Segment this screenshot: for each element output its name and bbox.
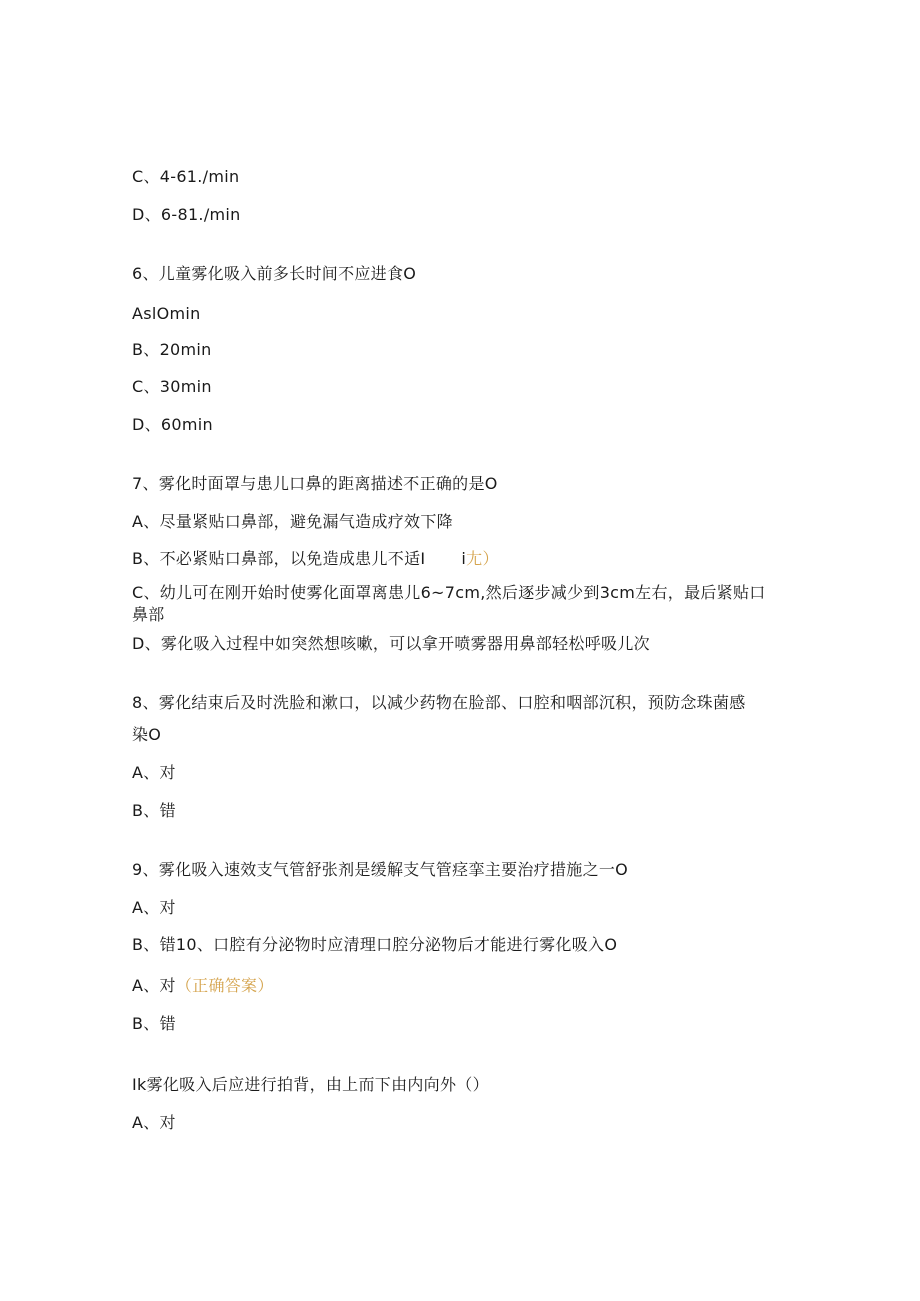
- q7-option-a: A、尽量紧贴口鼻部，避免漏气造成疗效下降: [132, 512, 453, 531]
- q11-question: Ik雾化吸入后应进行拍背，由上而下由内向外（）: [132, 1075, 489, 1094]
- q7-option-d: D、雾化吸入过程中如突然想咳嗽，可以拿开喷雾器用鼻部轻松呼吸儿次: [132, 634, 650, 653]
- q8-option-a: A、对: [132, 763, 176, 782]
- q8-question-line2: 染O: [132, 725, 162, 744]
- q9-option-b-q10-question: B、错10、口腔有分泌物时应清理口腔分泌物后才能进行雾化吸入O: [132, 935, 618, 954]
- q8-option-b: B、错: [132, 801, 176, 820]
- q10-option-a: [132, 976, 274, 996]
- q7-option-c: C、幼儿可在刚开始时使雾化面罩离患儿6~7cm,然后逐步减少到3cm左右，最后紧贴口鼻部: [132, 583, 766, 624]
- q10-option-a-text: A、对: [132, 976, 176, 995]
- q6-option-c: C、30min: [132, 377, 212, 396]
- q7-question: 7、雾化时面罩与患儿口鼻的距离描述不正确的是O: [132, 474, 498, 493]
- q7-option-b: [132, 549, 499, 569]
- q10-option-a-answer: （正确答案）: [175, 976, 274, 995]
- q11-option-a: A、对: [132, 1113, 176, 1132]
- q5-option-d: D、6-81./min: [132, 205, 241, 224]
- q7-option-b-text: B、不必紧贴口鼻部，以免造成患儿不适I: [132, 549, 426, 568]
- q5-option-c: C、4-61./min: [132, 167, 240, 186]
- q10-option-b: B、错: [132, 1014, 176, 1033]
- q7-option-b-answer: 尢）: [466, 549, 499, 568]
- q7-option-b-mark: i: [461, 549, 467, 568]
- q9-option-a: A、对: [132, 898, 176, 917]
- q6-question: 6、儿童雾化吸入前多长时间不应进食O: [132, 264, 417, 283]
- q6-option-b: B、20min: [132, 340, 212, 359]
- q8-question-line1: 8、雾化结束后及时洗脸和漱口，以减少药物在脸部、口腔和咽部沉积，预防念珠菌感: [132, 693, 746, 712]
- q6-option-d: D、60min: [132, 415, 213, 434]
- q9-question: 9、雾化吸入速效支气管舒张剂是缓解支气管痉挛主要治疗措施之一O: [132, 860, 629, 879]
- q6-option-a: AslOmin: [132, 304, 201, 323]
